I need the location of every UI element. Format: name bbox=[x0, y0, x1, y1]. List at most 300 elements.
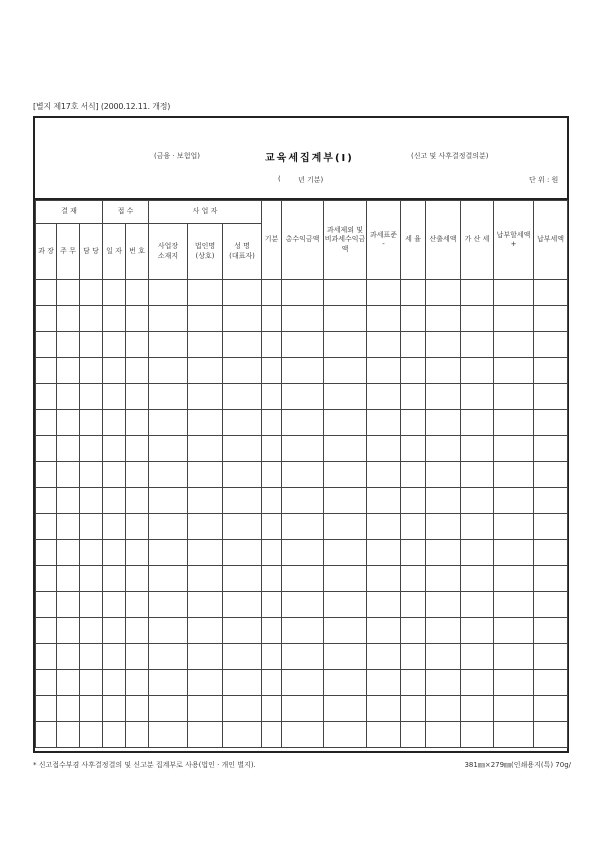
table-cell[interactable] bbox=[324, 514, 367, 540]
table-cell[interactable] bbox=[534, 540, 568, 566]
table-cell[interactable] bbox=[149, 670, 188, 696]
table-cell[interactable] bbox=[367, 670, 401, 696]
table-cell[interactable] bbox=[80, 462, 103, 488]
table-cell[interactable] bbox=[36, 540, 57, 566]
table-cell[interactable] bbox=[324, 670, 367, 696]
table-cell[interactable] bbox=[426, 306, 461, 332]
table-cell[interactable] bbox=[534, 280, 568, 306]
table-cell[interactable] bbox=[367, 384, 401, 410]
table-cell[interactable] bbox=[149, 436, 188, 462]
table-cell[interactable] bbox=[57, 410, 80, 436]
table-cell[interactable] bbox=[426, 540, 461, 566]
table-cell[interactable] bbox=[36, 332, 57, 358]
table-cell[interactable] bbox=[80, 410, 103, 436]
table-cell[interactable] bbox=[223, 488, 262, 514]
table-cell[interactable] bbox=[461, 358, 494, 384]
table-cell[interactable] bbox=[426, 722, 461, 748]
table-cell[interactable] bbox=[282, 540, 324, 566]
table-cell[interactable] bbox=[103, 670, 126, 696]
table-cell[interactable] bbox=[262, 462, 282, 488]
table-cell[interactable] bbox=[367, 722, 401, 748]
table-cell[interactable] bbox=[80, 644, 103, 670]
table-cell[interactable] bbox=[367, 540, 401, 566]
table-cell[interactable] bbox=[188, 670, 223, 696]
table-cell[interactable] bbox=[534, 592, 568, 618]
table-cell[interactable] bbox=[103, 540, 126, 566]
table-cell[interactable] bbox=[188, 462, 223, 488]
table-cell[interactable] bbox=[324, 644, 367, 670]
table-cell[interactable] bbox=[262, 566, 282, 592]
table-cell[interactable] bbox=[534, 644, 568, 670]
table-cell[interactable] bbox=[262, 332, 282, 358]
table-cell[interactable] bbox=[149, 358, 188, 384]
table-cell[interactable] bbox=[188, 566, 223, 592]
table-cell[interactable] bbox=[426, 696, 461, 722]
table-cell[interactable] bbox=[262, 384, 282, 410]
table-cell[interactable] bbox=[324, 592, 367, 618]
table-cell[interactable] bbox=[57, 540, 80, 566]
table-cell[interactable] bbox=[282, 306, 324, 332]
table-cell[interactable] bbox=[282, 462, 324, 488]
table-cell[interactable] bbox=[188, 618, 223, 644]
table-cell[interactable] bbox=[367, 566, 401, 592]
table-cell[interactable] bbox=[494, 618, 534, 644]
table-cell[interactable] bbox=[282, 488, 324, 514]
table-cell[interactable] bbox=[57, 722, 80, 748]
table-cell[interactable] bbox=[36, 358, 57, 384]
table-cell[interactable] bbox=[80, 436, 103, 462]
table-cell[interactable] bbox=[534, 462, 568, 488]
table-cell[interactable] bbox=[534, 306, 568, 332]
table-cell[interactable] bbox=[188, 540, 223, 566]
table-cell[interactable] bbox=[324, 540, 367, 566]
table-cell[interactable] bbox=[494, 722, 534, 748]
table-cell[interactable] bbox=[188, 696, 223, 722]
table-cell[interactable] bbox=[282, 566, 324, 592]
table-cell[interactable] bbox=[494, 566, 534, 592]
table-cell[interactable] bbox=[57, 332, 80, 358]
table-cell[interactable] bbox=[262, 280, 282, 306]
table-cell[interactable] bbox=[126, 592, 149, 618]
table-cell[interactable] bbox=[149, 540, 188, 566]
table-cell[interactable] bbox=[282, 644, 324, 670]
table-cell[interactable] bbox=[262, 722, 282, 748]
table-cell[interactable] bbox=[367, 696, 401, 722]
table-cell[interactable] bbox=[103, 722, 126, 748]
table-cell[interactable] bbox=[426, 566, 461, 592]
table-cell[interactable] bbox=[223, 280, 262, 306]
table-cell[interactable] bbox=[126, 488, 149, 514]
table-cell[interactable] bbox=[36, 488, 57, 514]
table-cell[interactable] bbox=[426, 410, 461, 436]
table-cell[interactable] bbox=[57, 358, 80, 384]
table-cell[interactable] bbox=[36, 618, 57, 644]
table-cell[interactable] bbox=[57, 384, 80, 410]
table-cell[interactable] bbox=[401, 462, 426, 488]
table-cell[interactable] bbox=[103, 306, 126, 332]
table-cell[interactable] bbox=[80, 592, 103, 618]
table-cell[interactable] bbox=[80, 358, 103, 384]
table-cell[interactable] bbox=[494, 436, 534, 462]
table-cell[interactable] bbox=[149, 592, 188, 618]
table-cell[interactable] bbox=[401, 644, 426, 670]
table-cell[interactable] bbox=[103, 566, 126, 592]
table-cell[interactable] bbox=[57, 696, 80, 722]
table-cell[interactable] bbox=[223, 462, 262, 488]
table-cell[interactable] bbox=[324, 384, 367, 410]
table-cell[interactable] bbox=[188, 592, 223, 618]
table-cell[interactable] bbox=[188, 384, 223, 410]
table-cell[interactable] bbox=[534, 696, 568, 722]
table-cell[interactable] bbox=[149, 332, 188, 358]
table-cell[interactable] bbox=[36, 696, 57, 722]
table-cell[interactable] bbox=[401, 670, 426, 696]
table-cell[interactable] bbox=[494, 306, 534, 332]
table-cell[interactable] bbox=[262, 306, 282, 332]
table-cell[interactable] bbox=[188, 306, 223, 332]
table-cell[interactable] bbox=[223, 696, 262, 722]
table-cell[interactable] bbox=[80, 618, 103, 644]
table-cell[interactable] bbox=[103, 384, 126, 410]
table-cell[interactable] bbox=[103, 592, 126, 618]
table-cell[interactable] bbox=[367, 410, 401, 436]
table-cell[interactable] bbox=[149, 488, 188, 514]
table-cell[interactable] bbox=[494, 384, 534, 410]
table-cell[interactable] bbox=[426, 592, 461, 618]
table-cell[interactable] bbox=[534, 722, 568, 748]
table-cell[interactable] bbox=[149, 696, 188, 722]
table-cell[interactable] bbox=[534, 358, 568, 384]
table-cell[interactable] bbox=[223, 644, 262, 670]
table-cell[interactable] bbox=[103, 280, 126, 306]
table-cell[interactable] bbox=[494, 670, 534, 696]
table-cell[interactable] bbox=[262, 358, 282, 384]
table-cell[interactable] bbox=[262, 514, 282, 540]
table-cell[interactable] bbox=[534, 514, 568, 540]
table-cell[interactable] bbox=[80, 384, 103, 410]
table-cell[interactable] bbox=[36, 670, 57, 696]
table-cell[interactable] bbox=[103, 436, 126, 462]
table-cell[interactable] bbox=[223, 566, 262, 592]
table-cell[interactable] bbox=[494, 462, 534, 488]
table-cell[interactable] bbox=[401, 384, 426, 410]
table-cell[interactable] bbox=[426, 514, 461, 540]
table-cell[interactable] bbox=[57, 566, 80, 592]
table-cell[interactable] bbox=[126, 410, 149, 436]
table-cell[interactable] bbox=[426, 618, 461, 644]
table-cell[interactable] bbox=[223, 618, 262, 644]
table-cell[interactable] bbox=[57, 488, 80, 514]
table-cell[interactable] bbox=[80, 332, 103, 358]
table-cell[interactable] bbox=[149, 410, 188, 436]
table-cell[interactable] bbox=[324, 696, 367, 722]
table-cell[interactable] bbox=[426, 384, 461, 410]
table-cell[interactable] bbox=[324, 410, 367, 436]
table-cell[interactable] bbox=[80, 670, 103, 696]
table-cell[interactable] bbox=[36, 384, 57, 410]
table-cell[interactable] bbox=[367, 436, 401, 462]
table-cell[interactable] bbox=[401, 332, 426, 358]
table-cell[interactable] bbox=[461, 332, 494, 358]
table-cell[interactable] bbox=[223, 332, 262, 358]
table-cell[interactable] bbox=[103, 410, 126, 436]
table-cell[interactable] bbox=[282, 514, 324, 540]
table-cell[interactable] bbox=[426, 644, 461, 670]
table-cell[interactable] bbox=[367, 306, 401, 332]
table-cell[interactable] bbox=[461, 514, 494, 540]
table-cell[interactable] bbox=[262, 592, 282, 618]
table-cell[interactable] bbox=[223, 384, 262, 410]
table-cell[interactable] bbox=[367, 592, 401, 618]
table-cell[interactable] bbox=[149, 722, 188, 748]
table-cell[interactable] bbox=[461, 540, 494, 566]
table-cell[interactable] bbox=[36, 462, 57, 488]
table-cell[interactable] bbox=[57, 306, 80, 332]
table-cell[interactable] bbox=[401, 722, 426, 748]
table-cell[interactable] bbox=[534, 670, 568, 696]
table-cell[interactable] bbox=[494, 280, 534, 306]
table-cell[interactable] bbox=[57, 514, 80, 540]
table-cell[interactable] bbox=[282, 722, 324, 748]
table-cell[interactable] bbox=[426, 436, 461, 462]
table-cell[interactable] bbox=[103, 488, 126, 514]
table-cell[interactable] bbox=[126, 332, 149, 358]
table-cell[interactable] bbox=[324, 618, 367, 644]
table-cell[interactable] bbox=[461, 384, 494, 410]
table-cell[interactable] bbox=[188, 514, 223, 540]
table-cell[interactable] bbox=[401, 306, 426, 332]
table-cell[interactable] bbox=[149, 618, 188, 644]
table-cell[interactable] bbox=[80, 696, 103, 722]
table-cell[interactable] bbox=[80, 566, 103, 592]
table-cell[interactable] bbox=[262, 696, 282, 722]
table-cell[interactable] bbox=[223, 540, 262, 566]
table-cell[interactable] bbox=[126, 644, 149, 670]
table-cell[interactable] bbox=[57, 618, 80, 644]
table-cell[interactable] bbox=[461, 592, 494, 618]
table-cell[interactable] bbox=[461, 280, 494, 306]
table-cell[interactable] bbox=[188, 644, 223, 670]
table-cell[interactable] bbox=[126, 384, 149, 410]
table-cell[interactable] bbox=[401, 410, 426, 436]
table-cell[interactable] bbox=[36, 722, 57, 748]
table-cell[interactable] bbox=[149, 306, 188, 332]
table-cell[interactable] bbox=[36, 306, 57, 332]
table-cell[interactable] bbox=[534, 436, 568, 462]
table-cell[interactable] bbox=[282, 618, 324, 644]
table-cell[interactable] bbox=[461, 410, 494, 436]
table-cell[interactable] bbox=[188, 722, 223, 748]
table-cell[interactable] bbox=[461, 566, 494, 592]
table-cell[interactable] bbox=[188, 436, 223, 462]
table-cell[interactable] bbox=[223, 722, 262, 748]
table-cell[interactable] bbox=[80, 722, 103, 748]
table-cell[interactable] bbox=[367, 618, 401, 644]
table-cell[interactable] bbox=[149, 644, 188, 670]
table-cell[interactable] bbox=[324, 332, 367, 358]
table-cell[interactable] bbox=[461, 670, 494, 696]
table-cell[interactable] bbox=[282, 332, 324, 358]
table-cell[interactable] bbox=[126, 670, 149, 696]
table-cell[interactable] bbox=[461, 488, 494, 514]
table-cell[interactable] bbox=[426, 280, 461, 306]
table-cell[interactable] bbox=[80, 514, 103, 540]
table-cell[interactable] bbox=[426, 488, 461, 514]
table-cell[interactable] bbox=[426, 670, 461, 696]
table-cell[interactable] bbox=[324, 462, 367, 488]
table-cell[interactable] bbox=[80, 280, 103, 306]
table-cell[interactable] bbox=[494, 514, 534, 540]
table-cell[interactable] bbox=[282, 436, 324, 462]
table-cell[interactable] bbox=[80, 488, 103, 514]
table-cell[interactable] bbox=[426, 332, 461, 358]
table-cell[interactable] bbox=[494, 644, 534, 670]
table-cell[interactable] bbox=[367, 488, 401, 514]
table-cell[interactable] bbox=[36, 436, 57, 462]
table-cell[interactable] bbox=[494, 410, 534, 436]
table-cell[interactable] bbox=[324, 488, 367, 514]
table-cell[interactable] bbox=[367, 358, 401, 384]
table-cell[interactable] bbox=[262, 540, 282, 566]
table-cell[interactable] bbox=[103, 462, 126, 488]
table-cell[interactable] bbox=[149, 514, 188, 540]
table-cell[interactable] bbox=[367, 280, 401, 306]
table-cell[interactable] bbox=[126, 566, 149, 592]
table-cell[interactable] bbox=[494, 332, 534, 358]
table-cell[interactable] bbox=[324, 306, 367, 332]
table-cell[interactable] bbox=[282, 696, 324, 722]
table-cell[interactable] bbox=[57, 462, 80, 488]
table-cell[interactable] bbox=[401, 514, 426, 540]
table-cell[interactable] bbox=[126, 696, 149, 722]
table-cell[interactable] bbox=[367, 332, 401, 358]
table-cell[interactable] bbox=[494, 488, 534, 514]
table-cell[interactable] bbox=[324, 280, 367, 306]
table-cell[interactable] bbox=[126, 722, 149, 748]
table-cell[interactable] bbox=[401, 280, 426, 306]
table-cell[interactable] bbox=[188, 410, 223, 436]
table-cell[interactable] bbox=[57, 592, 80, 618]
table-cell[interactable] bbox=[223, 514, 262, 540]
table-cell[interactable] bbox=[282, 410, 324, 436]
table-cell[interactable] bbox=[126, 436, 149, 462]
table-cell[interactable] bbox=[367, 644, 401, 670]
table-cell[interactable] bbox=[188, 488, 223, 514]
table-cell[interactable] bbox=[36, 566, 57, 592]
table-cell[interactable] bbox=[149, 384, 188, 410]
table-cell[interactable] bbox=[401, 436, 426, 462]
table-cell[interactable] bbox=[223, 670, 262, 696]
table-cell[interactable] bbox=[494, 358, 534, 384]
table-cell[interactable] bbox=[534, 384, 568, 410]
table-cell[interactable] bbox=[57, 644, 80, 670]
table-cell[interactable] bbox=[223, 410, 262, 436]
table-cell[interactable] bbox=[282, 384, 324, 410]
table-cell[interactable] bbox=[461, 696, 494, 722]
table-cell[interactable] bbox=[126, 618, 149, 644]
table-cell[interactable] bbox=[324, 722, 367, 748]
table-cell[interactable] bbox=[494, 540, 534, 566]
table-cell[interactable] bbox=[367, 514, 401, 540]
table-cell[interactable] bbox=[57, 670, 80, 696]
table-cell[interactable] bbox=[426, 358, 461, 384]
table-cell[interactable] bbox=[223, 358, 262, 384]
table-cell[interactable] bbox=[461, 722, 494, 748]
table-cell[interactable] bbox=[534, 410, 568, 436]
table-cell[interactable] bbox=[534, 566, 568, 592]
table-cell[interactable] bbox=[401, 358, 426, 384]
table-cell[interactable] bbox=[461, 644, 494, 670]
table-cell[interactable] bbox=[534, 618, 568, 644]
table-cell[interactable] bbox=[494, 696, 534, 722]
table-cell[interactable] bbox=[461, 306, 494, 332]
table-cell[interactable] bbox=[282, 670, 324, 696]
table-cell[interactable] bbox=[57, 280, 80, 306]
table-cell[interactable] bbox=[282, 280, 324, 306]
table-cell[interactable] bbox=[262, 410, 282, 436]
table-cell[interactable] bbox=[401, 618, 426, 644]
table-cell[interactable] bbox=[36, 280, 57, 306]
table-cell[interactable] bbox=[149, 462, 188, 488]
table-cell[interactable] bbox=[103, 358, 126, 384]
table-cell[interactable] bbox=[103, 514, 126, 540]
table-cell[interactable] bbox=[324, 358, 367, 384]
table-cell[interactable] bbox=[461, 618, 494, 644]
table-cell[interactable] bbox=[36, 514, 57, 540]
table-cell[interactable] bbox=[461, 462, 494, 488]
table-cell[interactable] bbox=[149, 280, 188, 306]
table-cell[interactable] bbox=[282, 592, 324, 618]
table-cell[interactable] bbox=[126, 540, 149, 566]
table-cell[interactable] bbox=[80, 306, 103, 332]
table-cell[interactable] bbox=[534, 488, 568, 514]
table-cell[interactable] bbox=[223, 306, 262, 332]
table-cell[interactable] bbox=[324, 436, 367, 462]
table-cell[interactable] bbox=[80, 540, 103, 566]
table-cell[interactable] bbox=[188, 280, 223, 306]
table-cell[interactable] bbox=[103, 644, 126, 670]
table-cell[interactable] bbox=[367, 462, 401, 488]
table-cell[interactable] bbox=[262, 670, 282, 696]
table-cell[interactable] bbox=[401, 540, 426, 566]
table-cell[interactable] bbox=[324, 566, 367, 592]
table-cell[interactable] bbox=[262, 436, 282, 462]
table-cell[interactable] bbox=[36, 644, 57, 670]
table-cell[interactable] bbox=[126, 306, 149, 332]
table-cell[interactable] bbox=[401, 488, 426, 514]
table-cell[interactable] bbox=[36, 410, 57, 436]
table-cell[interactable] bbox=[534, 332, 568, 358]
table-cell[interactable] bbox=[426, 462, 461, 488]
table-cell[interactable] bbox=[188, 332, 223, 358]
table-cell[interactable] bbox=[223, 436, 262, 462]
table-cell[interactable] bbox=[103, 696, 126, 722]
table-cell[interactable] bbox=[103, 618, 126, 644]
table-cell[interactable] bbox=[461, 436, 494, 462]
table-cell[interactable] bbox=[401, 566, 426, 592]
table-cell[interactable] bbox=[262, 644, 282, 670]
table-cell[interactable] bbox=[126, 514, 149, 540]
table-cell[interactable] bbox=[494, 592, 534, 618]
table-cell[interactable] bbox=[126, 358, 149, 384]
table-cell[interactable] bbox=[149, 566, 188, 592]
table-cell[interactable] bbox=[282, 358, 324, 384]
table-cell[interactable] bbox=[103, 332, 126, 358]
table-cell[interactable] bbox=[126, 280, 149, 306]
table-cell[interactable] bbox=[188, 358, 223, 384]
table-cell[interactable] bbox=[262, 618, 282, 644]
table-cell[interactable] bbox=[401, 592, 426, 618]
